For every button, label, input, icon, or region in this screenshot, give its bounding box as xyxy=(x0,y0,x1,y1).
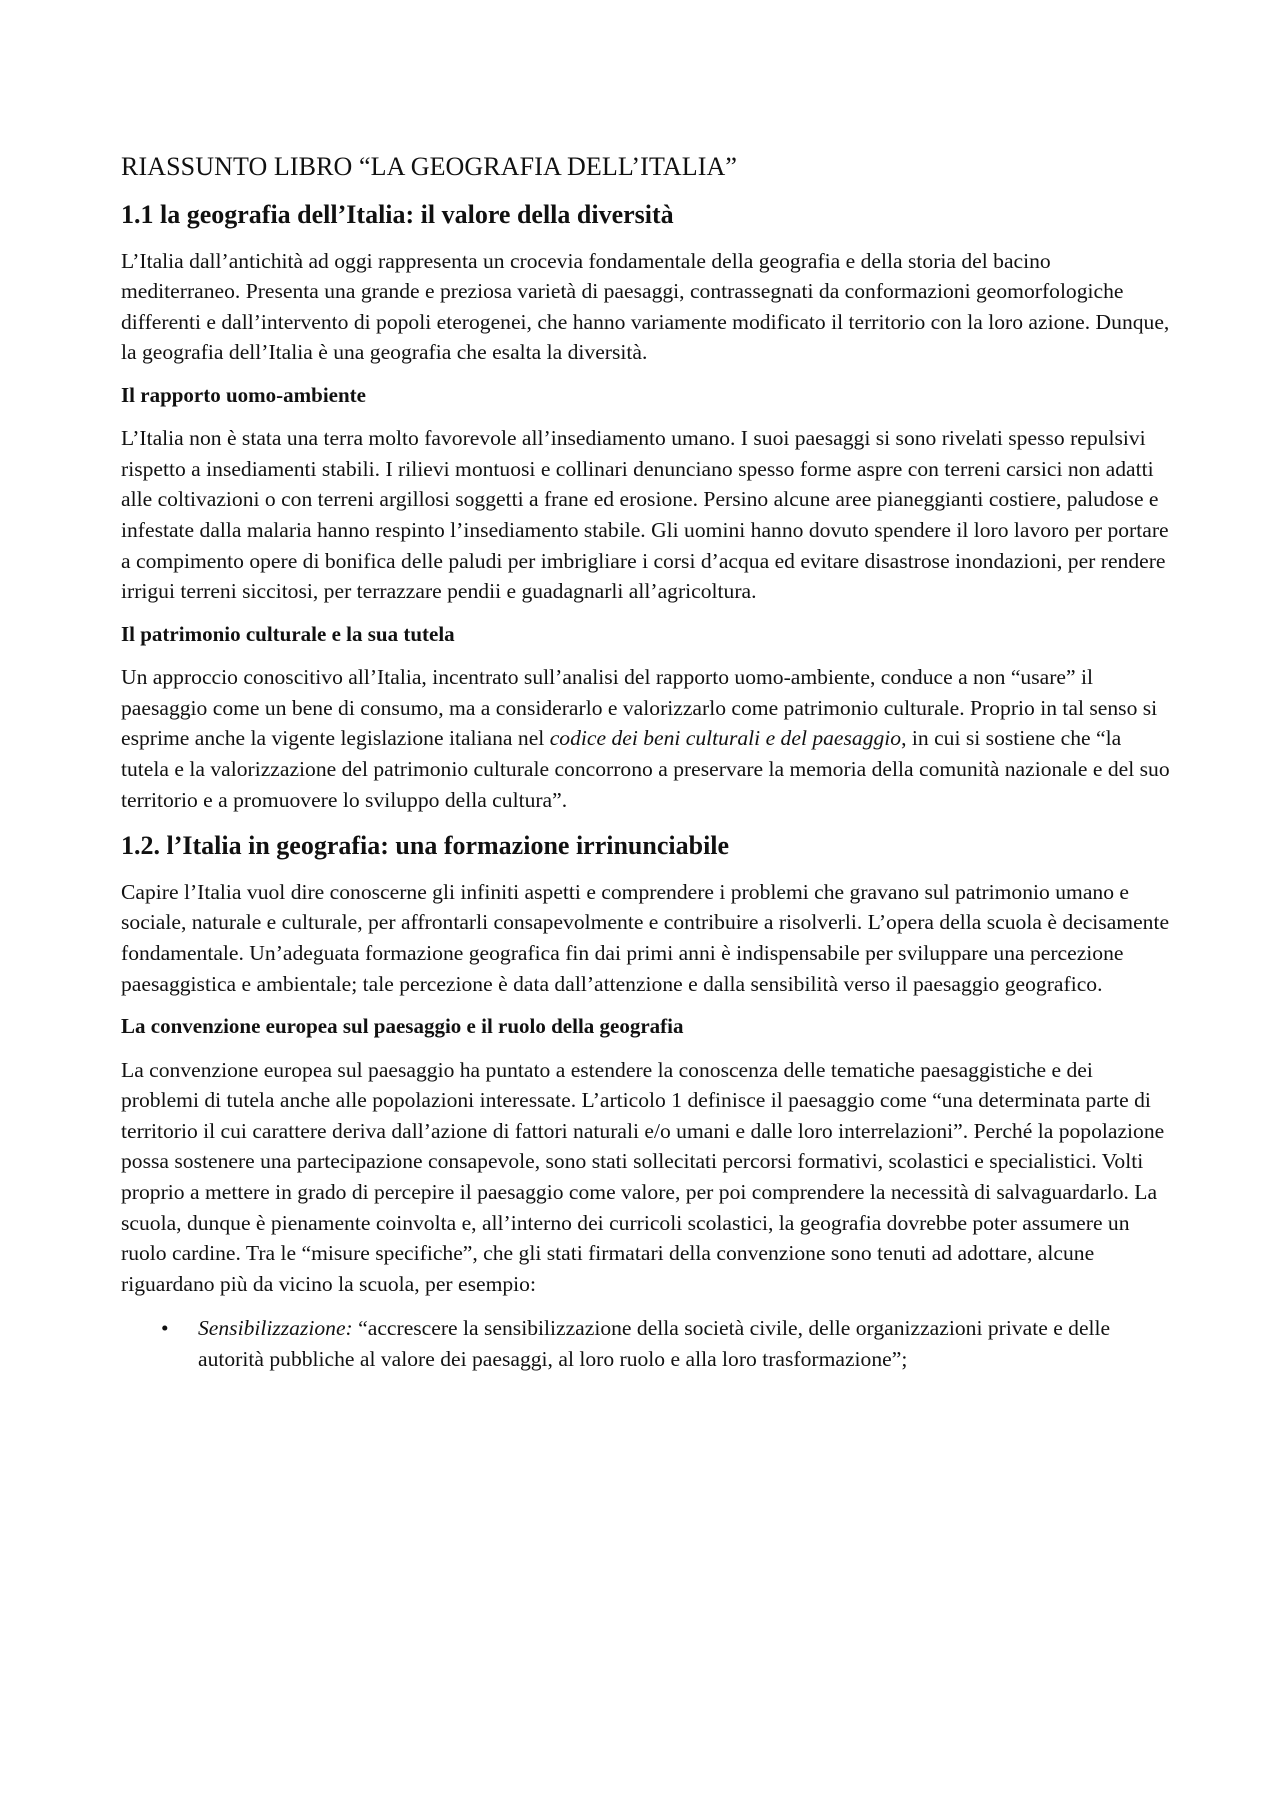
subsection-patrimonio-heading: Il patrimonio culturale e la sua tutela xyxy=(121,621,455,646)
document-title: RIASSUNTO LIBRO “LA GEOGRAFIA DELL’ITALIA” xyxy=(121,152,737,181)
document-page xyxy=(121,150,1171,1375)
subsection-rapporto-heading: Il rapporto uomo-ambiente xyxy=(121,382,366,407)
bullet-icon: • xyxy=(161,1316,169,1341)
list-item xyxy=(121,1313,1171,1374)
subsection-patrimonio-text xyxy=(121,662,1171,815)
patrimonio-text-part-b: , in cui si sostiene che “la tutela e la valorizzazione del patrimonio culturale concorrono a preservare la memoria della comunità nazionale e del suo territorio e a promuovere lo sviluppo della cultura”. xyxy=(121,726,1170,812)
section-2-intro: Capire l’Italia vuol dire conoscerne gli infiniti aspetti e comprendere i problemi che gravano sul patrimonio umano e sociale, naturale e culturale, per affrontarli consapevolmente e contribuire a risolverli. L’opera della scuola è decisamente fondamentale. Un’adeguata formazione geografica fin dai primi anni è indispensabile per sviluppare una percezione paesaggistica e ambientale; tale percezione è data dall’attenzione e dalla sensibilità verso il paesaggio geografico. xyxy=(121,879,1170,996)
codice-beni-culturali-emphasis: codice dei beni culturali e del paesaggio xyxy=(549,726,902,751)
section-2-heading: 1.2. l’Italia in geografia: una formazione irrinunciabile xyxy=(121,831,730,861)
misure-specifiche-list xyxy=(121,1313,1171,1374)
section-1-intro: L’Italia dall’antichità ad oggi rappresenta un crocevia fondamentale della geografia e della storia del bacino mediterraneo. Presenta una grande e preziosa varietà di paesaggi, contrassegnati da conformazioni geomorfologiche differenti e dall’intervento di popoli eterogenei, che hanno variamente modificato il territorio con la loro azione. Dunque, la geografia dell’Italia è una geografia che esalta la diversità. xyxy=(121,248,1170,365)
list-item-term: Sensibilizzazione: xyxy=(198,1316,353,1341)
subsection-rapporto-text: L’Italia non è stata una terra molto favorevole all’insediamento umano. I suoi paesaggi si sono rivelati spesso repulsivi rispetto a insediamenti stabili. I rilievi montuosi e collinari denunciano spesso forme aspre con terreni carsici non adatti alle coltivazioni o con terreni argillosi soggetti a frane ed erosione. Persino alcune aree pianeggianti costiere, paludose e infestate dalla malaria hanno respinto l’insediamento stabile. Gli uomini hanno dovuto spendere il loro lavoro per portare a compimento opere di bonifica delle paludi per imbrigliare i corsi d’acqua ed evitare disastrose inondazioni, per rendere irrigui terreni siccitosi, per terrazzare pendii e guadagnarli all’agricoltura. xyxy=(121,426,1169,604)
section-1-heading: 1.1 la geografia dell’Italia: il valore della diversità xyxy=(121,199,674,229)
subsection-convenzione-text: La convenzione europea sul paesaggio ha puntato a estendere la conoscenza delle tematiche paesaggistiche e dei problemi di tutela anche alle popolazioni interessate. L’articolo 1 definisce il paesaggio come “una determinata parte di territorio il cui carattere deriva dall’azione di fattori naturali e/o umani e dalle loro interrelazioni”. Perché la popolazione possa sostenere una partecipazione consapevole, sono stati sollecitati percorsi formativi, scolastici e specialistici. Volti proprio a mettere in grado di percepire il paesaggio come valore, per poi comprendere la necessità di salvaguardarlo. La scuola, dunque è pienamente coinvolta e, all’interno dei curricoli scolastici, la geografia dovrebbe poter assumere un ruolo cardine. Tra le “misure specifiche”, che gli stati firmatari della convenzione sono tenuti ad adottare, alcune riguardano più da vicino la scuola, per esempio: xyxy=(121,1057,1165,1296)
subsection-convenzione-heading: La convenzione europea sul paesaggio e il ruolo della geografia xyxy=(121,1014,684,1039)
list-item-text: “accrescere la sensibilizzazione della società civile, delle organizzazioni private e delle autorità pubbliche al valore dei paesaggi, al loro ruolo e alla loro trasformazione”; xyxy=(198,1316,1111,1371)
patrimonio-text-part-a: Un approccio conoscitivo all’Italia, incentrato sull’analisi del rapporto uomo-ambiente, conduce a non “usare” il paesaggio come un bene di consumo, ma a considerarlo e valorizzarlo come patrimonio culturale. Proprio in tal senso si esprime anche la vigente legislazione italiana nel xyxy=(121,665,1158,751)
